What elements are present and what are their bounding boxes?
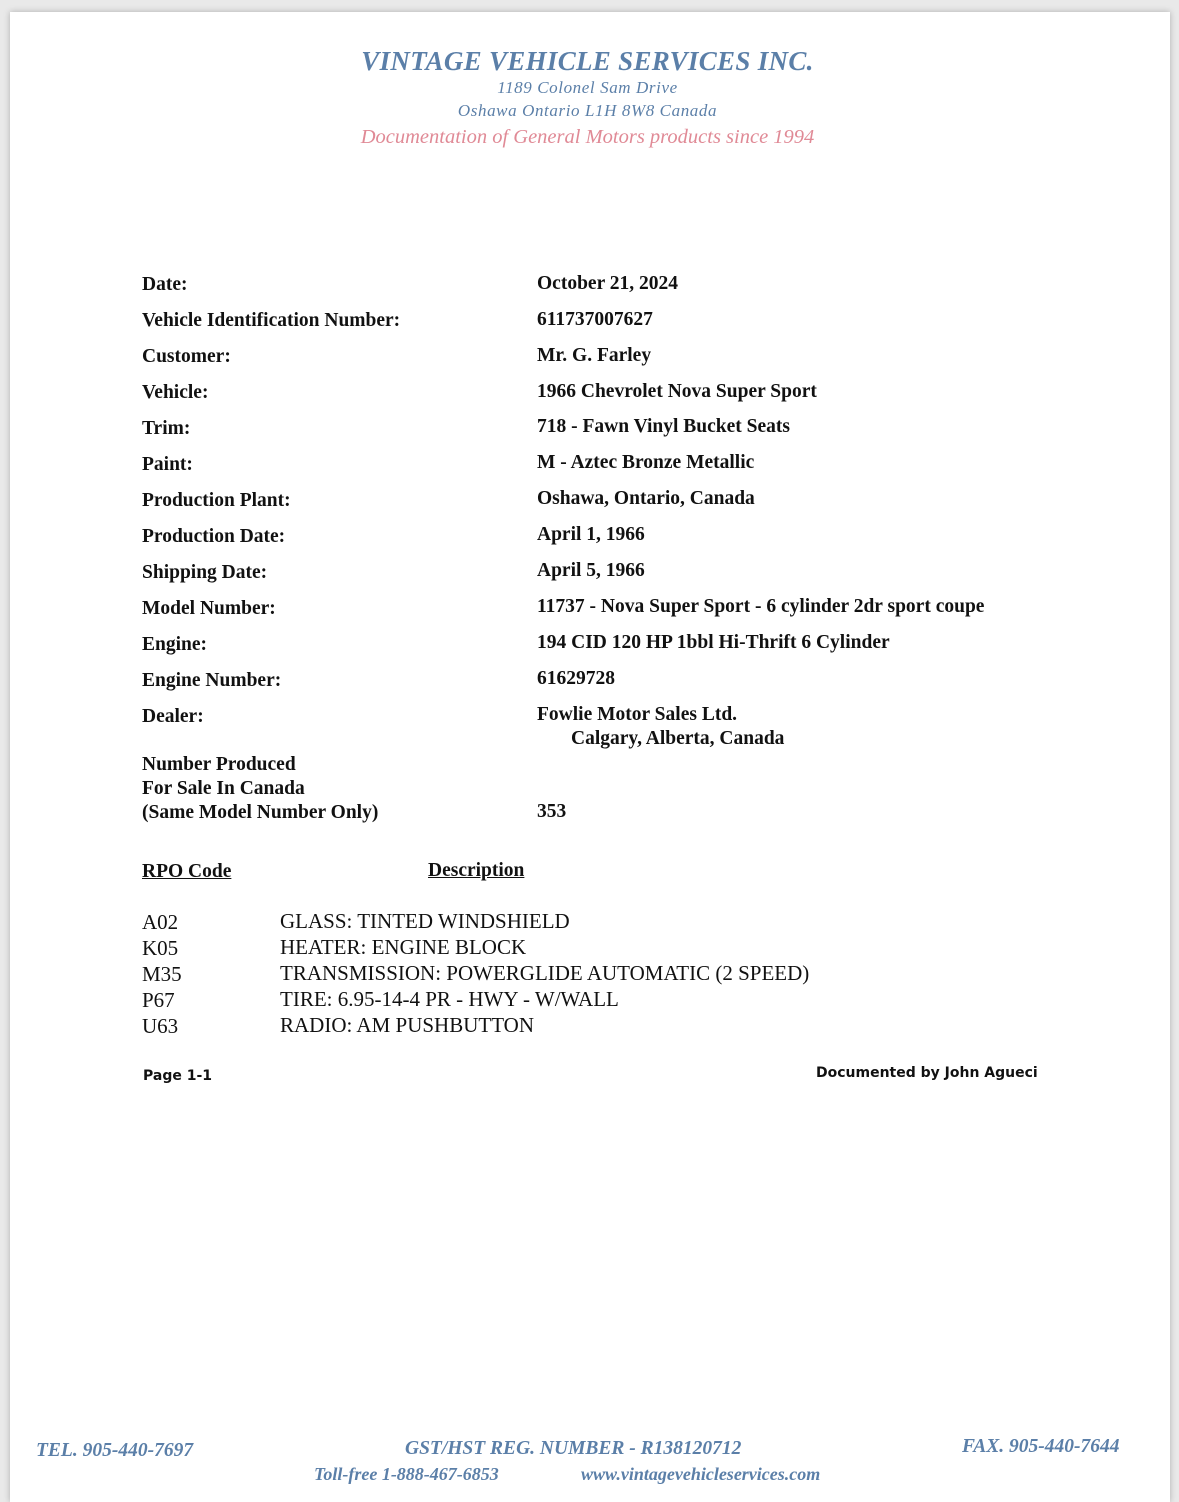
engine-number-value: 61629728 [537,668,615,689]
shipping-date-label: Shipping Date: [142,562,268,583]
vin-label: Vehicle Identification Number: [142,310,401,331]
paint-label: Paint: [142,454,193,475]
number-produced-label-line3: (Same Model Number Only) [142,802,379,823]
number-produced-label-line1: Number Produced [142,754,296,775]
website-link[interactable]: www.vintagevehicleservices.com [581,1464,821,1484]
toll-free-number: Toll-free 1-888-467-6853 [314,1464,499,1484]
vin-value: 611737007627 [537,309,653,330]
production-date-value: April 1, 1966 [537,524,645,545]
engine-label: Engine: [142,634,208,655]
rpo-code-cell: P67 [142,988,175,1012]
telephone-number: TEL. 905-440-7697 [36,1440,194,1461]
rpo-code-header: RPO Code [142,861,232,882]
dealer-name: Fowlie Motor Sales Ltd. [537,704,738,725]
gst-number: GST/HST REG. NUMBER - R138120712 [405,1438,742,1459]
shipping-date-value: April 5, 1966 [537,560,645,581]
number-produced-value: 353 [537,801,567,822]
company-address-line2: Oshawa Ontario L1H 8W8 Canada [457,101,718,120]
rpo-description-cell: TIRE: 6.95-14-4 PR - HWY - W/WALL [280,987,619,1011]
company-name: VINTAGE VEHICLE SERVICES INC. [361,46,814,76]
dealer-location: Calgary, Alberta, Canada [571,728,785,749]
model-number-value: 11737 - Nova Super Sport - 6 cylinder 2dr sport coupe [537,596,985,617]
dealer-label: Dealer: [142,706,204,727]
vehicle-value: 1966 Chevrolet Nova Super Sport [537,381,817,402]
engine-number-label: Engine Number: [142,670,282,691]
paint-value: M - Aztec Bronze Metallic [537,452,755,473]
company-tagline: Documentation of General Motors products since 1994 [360,126,815,148]
documented-by: Documented by John Agueci [816,1065,1038,1081]
rpo-description-cell: RADIO: AM PUSHBUTTON [280,1013,534,1037]
rpo-description-cell: HEATER: ENGINE BLOCK [280,935,527,959]
rpo-code-cell: M35 [142,962,182,986]
number-produced-label-line2: For Sale In Canada [142,778,305,799]
trim-label: Trim: [142,418,191,439]
vehicle-label: Vehicle: [142,382,209,403]
rpo-description-cell: TRANSMISSION: POWERGLIDE AUTOMATIC (2 SPEED) [280,961,810,985]
production-plant-label: Production Plant: [142,490,291,511]
engine-value: 194 CID 120 HP 1bbl Hi-Thrift 6 Cylinder [537,632,890,653]
rpo-code-cell: K05 [142,936,179,960]
rpo-description-header: Description [428,860,525,881]
fax-number: FAX. 905-440-7644 [962,1436,1120,1457]
production-plant-value: Oshawa, Ontario, Canada [537,488,755,509]
customer-value: Mr. G. Farley [537,345,652,366]
trim-value: 718 - Fawn Vinyl Bucket Seats [537,416,790,437]
rpo-code-cell: U63 [142,1014,179,1038]
production-date-label: Production Date: [142,526,286,547]
date-value: October 21, 2024 [537,273,678,294]
rpo-code-cell: A02 [142,910,179,934]
model-number-label: Model Number: [142,598,276,619]
page-number: Page 1-1 [143,1068,213,1084]
customer-label: Customer: [142,346,231,367]
company-address-line1: 1189 Colonel Sam Drive [497,78,678,97]
date-label: Date: [142,274,188,295]
rpo-description-cell: GLASS: TINTED WINDSHIELD [280,909,570,933]
